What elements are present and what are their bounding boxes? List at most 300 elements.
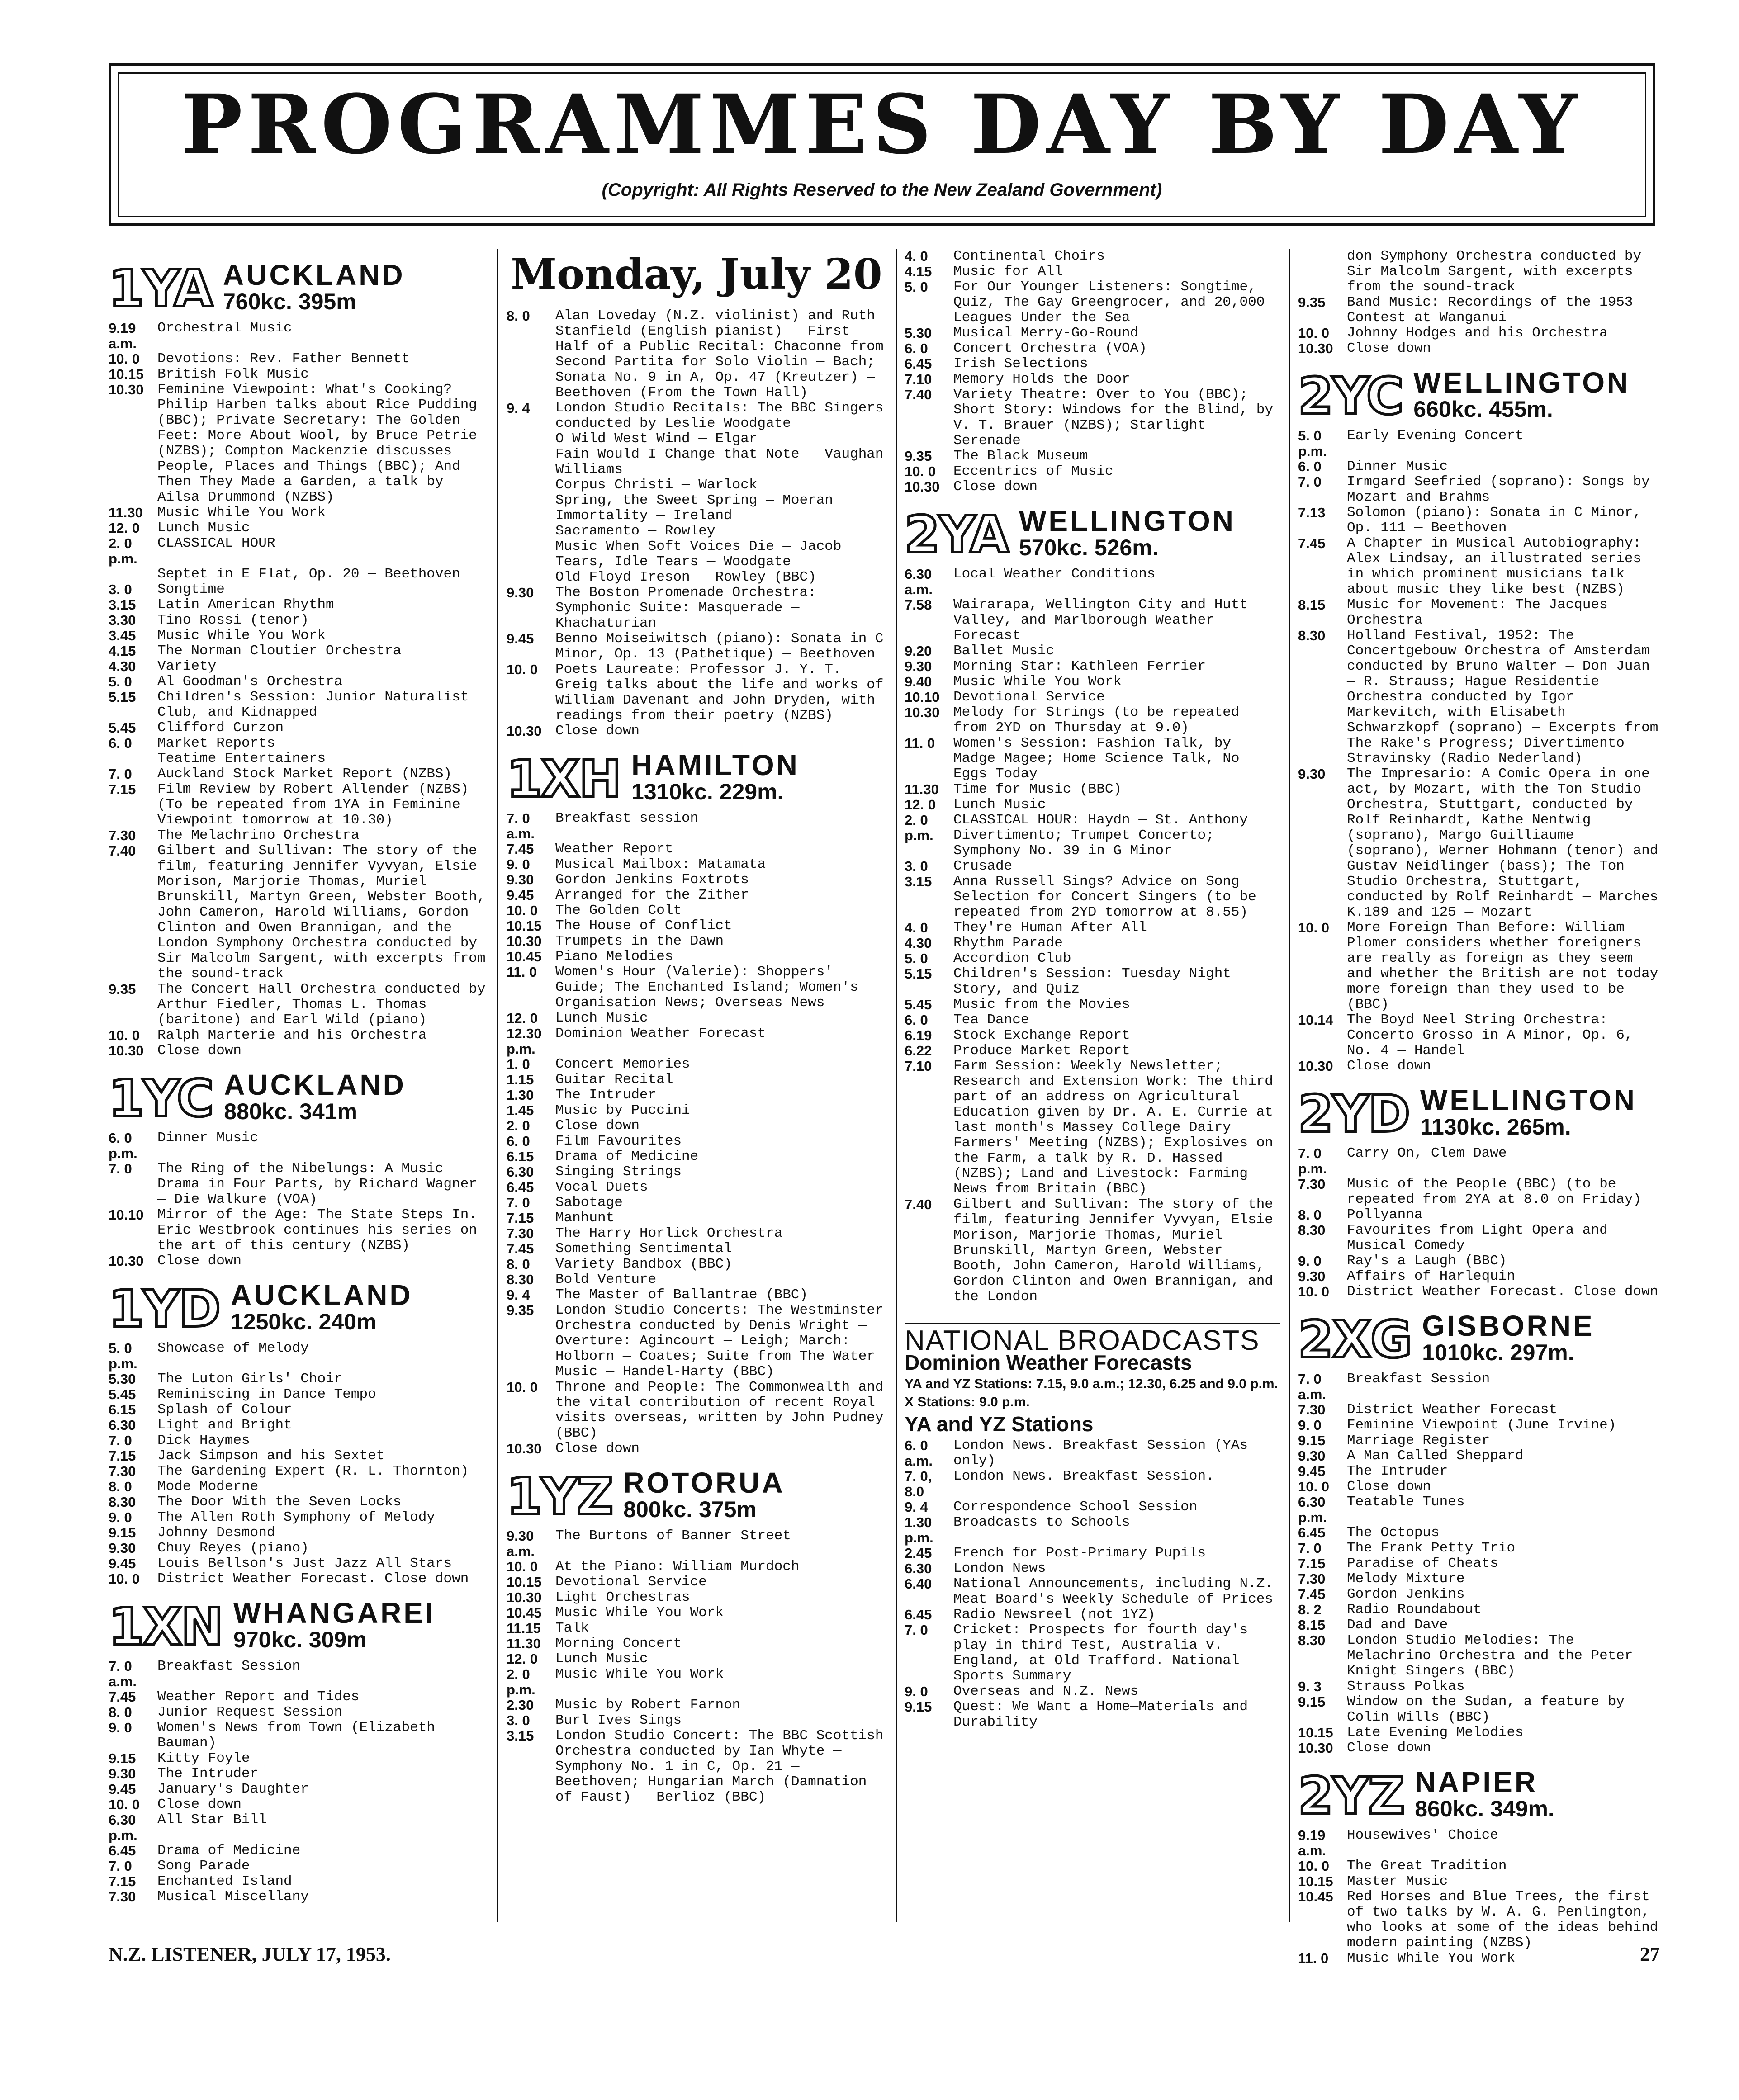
programme-title: Strauss Polkas	[1347, 1679, 1465, 1694]
programme-title: Close down	[157, 1797, 242, 1812]
programme-time: 8. 0	[507, 308, 530, 324]
programme-time: 7.15	[109, 781, 136, 797]
programme-time: 10.30	[507, 1441, 542, 1457]
programme-entry	[905, 659, 1280, 674]
programme-entry	[1298, 1284, 1660, 1300]
programme-time: 3. 0	[109, 582, 132, 597]
programme-entry	[905, 705, 1280, 736]
programme-title: The Harry Horlick Orchestra	[555, 1225, 783, 1241]
programme-time: 5.15	[109, 689, 136, 705]
programme-time: 5. 0	[905, 279, 928, 295]
programme-title: Showcase of Melody	[157, 1340, 309, 1356]
programme-entry	[109, 1571, 488, 1587]
programme-entry	[109, 843, 488, 982]
programme-title: Dad and Dave	[1347, 1617, 1448, 1633]
programme-entry	[109, 1541, 488, 1556]
programme-entry	[109, 582, 488, 597]
programme-title: The Great Tradition	[1347, 1858, 1507, 1874]
programme-time: 6.45	[1298, 1525, 1326, 1541]
programme-entry	[1298, 1418, 1660, 1433]
station-1ya	[109, 260, 488, 1059]
programme-time: 7.30	[109, 828, 136, 843]
programme-title: Orchestral Music	[157, 320, 292, 336]
programme-title: Burl Ives Sings	[555, 1712, 682, 1728]
station-info	[233, 1599, 436, 1652]
programme-time: 9.45	[109, 1556, 136, 1571]
copyright-notice: (Copyright: All Rights Reserved to the New Zealand Government)	[602, 180, 1162, 200]
programme-time: 2. 0 p.m.	[507, 1666, 535, 1698]
programme-entry	[109, 1372, 488, 1387]
programme-title: Irmgard Seefried (soprano): Songs by Mozart and Brahms	[1347, 474, 1650, 505]
station-call-sign: 1YZ	[507, 1467, 613, 1526]
programme-title: Red Horses and Blue Trees, the first of two talks by W. A. G. Penlington, who looks at some of the ideas behind modern painting (NZBS)	[1347, 1889, 1658, 1951]
programme-entry	[905, 920, 1280, 936]
programme-time: 3. 0	[507, 1712, 530, 1728]
programme-title: Devotional Service	[953, 689, 1105, 705]
programme-title: Holland Festival, 1952: The Concertgebouw Orchestra of Amsterdam conducted by Bruno Walter — Don Juan — R. Strauss; Hague Residentie Orchestra conducted by Igor Markevitch, with Elisabeth Schwarzkopf (soprano) — Excerpts from The Rake's Progress; Divertimento — Stravinsky (Radio Nederland)	[1347, 628, 1658, 766]
programme-entry	[507, 524, 886, 539]
programme-entry	[1298, 920, 1660, 1012]
programme-time: 7.15	[507, 1210, 534, 1226]
station-2yd	[1298, 1086, 1660, 1300]
programme-title: CLASSICAL HOUR: Haydn — St. Anthony Divertimento; Trumpet Concerto; Symphony No. 39 in G Minor	[953, 812, 1248, 859]
programme-time: 9. 0	[109, 1720, 132, 1736]
programme-title: Marriage Register	[1347, 1433, 1490, 1448]
programme-entry	[109, 659, 488, 674]
station-1ya-continued	[507, 308, 886, 739]
programme-title: Tino Rossi (tenor)	[157, 612, 309, 628]
programme-title: Eccentrics of Music	[953, 464, 1114, 479]
programme-time: 5.30	[109, 1371, 136, 1387]
programme-title: The Concert Hall Orchestra conducted by Arthur Fiedler, Thomas L. Thomas (baritone) and Earl Wild (piano)	[157, 981, 486, 1028]
programme-entry	[507, 872, 886, 888]
programme-time: 6. 0	[905, 341, 928, 356]
programme-time: 2. 0 p.m.	[905, 812, 933, 843]
programme-time: 10.30	[1298, 341, 1333, 356]
station-city: AUCKLAND	[231, 1279, 413, 1311]
programme-title: Morning Star: Kathleen Ferrier	[953, 658, 1206, 674]
programme-time: 6. 0	[905, 1012, 928, 1028]
programme-entry	[905, 567, 1280, 597]
programme-title: The Octopus	[1347, 1525, 1440, 1541]
programme-entry	[1298, 1177, 1660, 1207]
station-2yz	[1298, 1768, 1660, 1966]
programme-title: Ray's a Laugh (BBC)	[1347, 1253, 1507, 1269]
programme-time: 6. 0	[109, 735, 132, 751]
programme-entry	[1298, 1694, 1660, 1725]
programme-time: 4.30	[109, 658, 136, 674]
programme-title: Junior Request Session	[157, 1704, 343, 1720]
programme-title: Corpus Christi — Warlock	[555, 477, 758, 493]
programme-time	[507, 539, 555, 554]
programme-time: 9.19 a.m.	[1298, 1827, 1327, 1859]
programme-entry	[109, 1525, 488, 1541]
programme-entry	[109, 1495, 488, 1510]
programme-title: Overseas and N.Z. News	[953, 1684, 1139, 1699]
programme-title: Drama of Medicine	[555, 1149, 699, 1164]
programme-time: 10. 0	[905, 464, 936, 479]
programme-time: 10.15	[1298, 1873, 1333, 1889]
programme-title: For Our Younger Listeners: Songtime, Quiz, The Gay Greengrocer, and 20,000 Leagues Under the Sea	[953, 279, 1265, 326]
programme-time: 7.30	[1298, 1402, 1326, 1418]
programme-title: Carry On, Clem Dawe	[1347, 1145, 1507, 1161]
programme-time: 10. 0	[1298, 920, 1329, 936]
station-call-sign: 1XN	[109, 1598, 223, 1656]
programme-title: District Weather Forecast. Close down	[157, 1571, 469, 1587]
programme-time: 6.30	[507, 1164, 534, 1180]
programme-time: 12. 0	[109, 520, 140, 536]
station-1yc	[109, 1070, 488, 1269]
programme-time: 10.15	[1298, 1725, 1333, 1741]
station-2xg	[1298, 1311, 1660, 1756]
programme-entry	[507, 1072, 886, 1088]
programme-entry	[507, 1026, 886, 1057]
station-city: WELLINGTON	[1413, 366, 1630, 399]
programme-entry	[507, 1241, 886, 1257]
station-call-sign: 1XH	[507, 750, 621, 809]
programme-time	[507, 570, 555, 585]
programme-time: 2. 0 p.m.	[109, 535, 137, 567]
programme-time: 3. 0	[905, 858, 928, 874]
programme-entry	[1298, 1464, 1660, 1479]
programme-entry	[905, 372, 1280, 387]
programme-time: 9. 0	[507, 856, 530, 872]
programme-entry	[905, 279, 1280, 326]
programme-title: Music While You Work	[157, 505, 326, 520]
station-city: ROTORUA	[623, 1466, 785, 1499]
programme-entry	[1298, 1556, 1660, 1571]
programme-time: 8. 0	[1298, 1207, 1322, 1223]
programme-time: 8.15	[1298, 1617, 1326, 1633]
programme-title: Song Parade	[157, 1858, 250, 1874]
programme-time: 9. 0	[1298, 1417, 1322, 1433]
programme-time: 9.30	[507, 872, 534, 888]
programme-entry	[905, 1622, 1280, 1684]
page-number: 27	[1640, 1943, 1660, 1965]
programme-entry	[109, 720, 488, 736]
programme-entry	[109, 321, 488, 351]
programme-entry	[109, 1464, 488, 1479]
programme-entry	[905, 387, 1280, 449]
page-title: PROGRAMMES DAY BY DAY	[181, 77, 1583, 172]
programme-title: Splash of Colour	[157, 1402, 292, 1418]
programme-entry	[507, 934, 886, 949]
programme-time: 12.30 p.m.	[507, 1026, 542, 1057]
station-header	[507, 749, 886, 809]
programme-title: Bold Venture	[555, 1272, 657, 1287]
programme-title: Louis Bellson's Just Jazz All Stars	[157, 1556, 452, 1571]
programme-time: 6.30 p.m.	[1298, 1494, 1327, 1525]
programme-entry	[507, 431, 886, 447]
programme-title: Mirror of the Age: The State Steps In. Eric Westbrook continues his series on the art of this century (NZBS)	[157, 1207, 477, 1253]
page-footer	[109, 1943, 1660, 1966]
programme-time: 6.30 a.m.	[905, 566, 933, 597]
programme-time: 4.30	[905, 935, 932, 951]
programme-time: 7. 0	[905, 1622, 928, 1638]
station-info	[1413, 368, 1630, 422]
station-city: WELLINGTON	[1420, 1084, 1637, 1116]
programme-title: Close down	[555, 1441, 640, 1457]
programme-title: Music for Movement: The Jacques Orchestra	[1347, 597, 1608, 628]
programme-time: 10. 0	[1298, 1858, 1329, 1874]
programme-title: Music of the People (BBC) (to be repeated from 2YA at 8.0 on Friday)	[1347, 1176, 1642, 1207]
programme-title: Crusade	[953, 858, 1013, 874]
station-call-sign: 1YA	[109, 260, 212, 318]
programme-time: 5.45	[109, 720, 136, 736]
programme-entry	[905, 936, 1280, 951]
programme-entry	[1298, 1253, 1660, 1269]
programme-title: Light Orchestras	[555, 1589, 690, 1605]
programme-time: 3.15	[507, 1728, 534, 1744]
programme-entry	[507, 1380, 886, 1441]
programme-time: 8.30	[507, 1272, 534, 1287]
programme-title: Musical Merry-Go-Round	[953, 325, 1139, 341]
programme-title: Late Evening Melodies	[1347, 1725, 1524, 1741]
programme-title: Close down	[1347, 1479, 1431, 1495]
programme-time: 7. 0	[109, 766, 132, 782]
programme-title: Tears, Idle Tears — Woodgate	[555, 554, 791, 570]
programme-entry	[507, 1211, 886, 1226]
programme-time	[1298, 249, 1347, 295]
programme-time: 10. 0	[507, 1559, 538, 1575]
programme-title: Piano Melodies	[555, 949, 673, 965]
programme-title: Lunch Music	[555, 1010, 648, 1026]
programme-entry	[1298, 1741, 1660, 1756]
programme-title: Close down	[555, 1118, 640, 1134]
programme-entry	[507, 1226, 886, 1241]
station-2ya	[905, 506, 1280, 1305]
programme-time: 1.45	[507, 1102, 534, 1118]
programme-title: Market Reports	[157, 735, 275, 751]
programme-entry	[507, 401, 886, 431]
programme-entry	[1298, 1269, 1660, 1284]
programme-time: 6. 0 p.m.	[109, 1130, 137, 1161]
programme-time: 11. 0	[905, 735, 935, 751]
station-city: HAMILTON	[631, 749, 800, 781]
programme-title: At the Piano: William Murdoch	[555, 1559, 800, 1575]
programme-time	[507, 447, 555, 478]
station-1xh	[507, 751, 886, 1457]
programme-title: Johnny Desmond	[157, 1525, 275, 1541]
programme-time: 7.45	[1298, 535, 1326, 551]
programme-title: O Wild West Wind — Elgar	[555, 431, 758, 447]
programme-time: 9.30	[905, 658, 932, 674]
programme-time: 4. 0	[905, 920, 928, 936]
programme-entry	[905, 736, 1280, 782]
programme-title: The Ring of the Nibelungs: A Music Drama in Four Parts, by Richard Wagner — Die Walkure (VOA)	[157, 1161, 477, 1207]
programme-time: 9.30	[507, 585, 534, 601]
programme-time: 7.13	[1298, 505, 1326, 520]
station-info	[1420, 1086, 1637, 1140]
programme-time: 10. 0	[109, 1797, 140, 1812]
station-frequency: 1310kc. 229m.	[631, 779, 784, 804]
programme-title: Wairarapa, Wellington City and Hutt Valley, and Marlborough Weather Forecast	[953, 597, 1248, 643]
programme-time: 7.45	[507, 841, 534, 857]
programme-title: Time for Music (BBC)	[953, 781, 1122, 797]
programme-title: The Intruder	[157, 1766, 259, 1782]
programme-title: The Luton Girls' Choir	[157, 1371, 343, 1387]
programme-entry	[109, 736, 488, 751]
programme-entry	[109, 1043, 488, 1059]
programme-entry	[109, 674, 488, 690]
station-info	[623, 1468, 785, 1522]
programme-title: London Studio Concerts: The Westminster Orchestra conducted by Denis Wright — Overture: Agincourt — Leigh; March: Holborn — Coates; Suite from The Water Music — Handel-Harty (BBC)	[555, 1302, 884, 1380]
programme-time	[507, 431, 555, 447]
station-city: WELLINGTON	[1019, 505, 1236, 537]
programme-time: 10.45	[507, 1605, 542, 1621]
programme-title: Close down	[555, 723, 640, 739]
station-header	[905, 505, 1280, 564]
programme-entry	[905, 1043, 1280, 1059]
programme-entry	[109, 1510, 488, 1525]
programme-title: Teatime Entertainers	[157, 751, 326, 766]
station-header	[1298, 1766, 1660, 1826]
programme-title: Gilbert and Sullivan: The story of the film, featuring Jennifer Vyvyan, Elsie Morison, Marjorie Thomas, Muriel Brunskill, Martyn Green, Webster Booth, John Cameron, Harold Williams, Gordon Clinton and Owen Brannigan, and the London Symphony Orchestra conducted by Sir Malcolm Sargent, with excerpts from the sound-track	[157, 843, 486, 982]
station-header	[109, 1597, 488, 1656]
programme-title: Auckland Stock Market Report (NZBS)	[157, 766, 452, 782]
programme-title: Close down	[953, 479, 1038, 495]
programme-entry	[109, 1782, 488, 1797]
programme-time: 6.45	[905, 356, 932, 372]
programme-time: 9.30	[1298, 1268, 1326, 1284]
programme-title: Clifford Curzon	[157, 720, 284, 736]
station-1xn	[109, 1599, 488, 1905]
programme-title: Concert Orchestra (VOA)	[953, 341, 1147, 356]
programme-time: 7.30	[1298, 1571, 1326, 1587]
programme-time: 6.45	[507, 1179, 534, 1195]
programme-title: Lunch Music	[555, 1651, 648, 1667]
station-frequency: 760kc. 395m	[223, 289, 356, 314]
programme-title: Close down	[1347, 1058, 1431, 1074]
station-header	[1298, 366, 1660, 426]
programme-title: Solomon (piano): Sonata in C Minor, Op. 111 — Beethoven	[1347, 505, 1642, 536]
programme-time: 1.15	[507, 1072, 534, 1088]
programme-time	[507, 554, 555, 570]
programme-title: Musical Mailbox: Matamata	[555, 856, 766, 872]
programme-entry	[905, 1546, 1280, 1561]
programme-entry	[905, 797, 1280, 813]
programme-title: Music from the Movies	[953, 997, 1130, 1012]
programme-time: 10. 0	[507, 903, 538, 918]
programme-title: Broadcasts to Schools	[953, 1514, 1130, 1530]
programme-entry	[109, 520, 488, 536]
programme-entry	[1298, 1587, 1660, 1602]
programme-title: Close down	[1347, 341, 1431, 356]
programme-entry	[109, 1433, 488, 1448]
programme-title: Chuy Reyes (piano)	[157, 1540, 309, 1556]
programme-time: 10.30	[905, 705, 940, 720]
column-rule	[497, 249, 498, 1922]
programme-entry	[1298, 1633, 1660, 1679]
programme-time: 5. 0	[905, 951, 928, 966]
programme-entry	[109, 1859, 488, 1874]
programme-entry	[1298, 1012, 1660, 1059]
programme-time: 6.30	[905, 1561, 932, 1576]
programme-title: don Symphony Orchestra conducted by Sir Malcolm Sargent, with excerpts from the sound-track	[1347, 248, 1642, 295]
programme-title: Variety Theatre: Over to You (BBC); Short Story: Windows for the Blind, by V. T. Brauer (NZBS); Starlight Serenade	[953, 387, 1273, 449]
programme-entry	[507, 1528, 886, 1559]
programme-title: Early Evening Concert	[1347, 428, 1524, 444]
programme-time: 7.45	[109, 1689, 136, 1705]
programme-entry	[507, 1559, 886, 1575]
programme-entry	[1298, 341, 1660, 356]
programme-entry	[1298, 1541, 1660, 1556]
programme-time: 9.19 a.m.	[109, 320, 137, 351]
programme-entry	[905, 1059, 1280, 1197]
column-1	[109, 249, 488, 1913]
programme-time: 8.30	[1298, 1222, 1326, 1238]
programme-entry	[507, 949, 886, 965]
programme-title: Musical Miscellany	[157, 1889, 309, 1905]
station-1yz-continued	[905, 249, 1280, 495]
programme-time: 8. 2	[1298, 1602, 1322, 1618]
programme-time: 9.15	[109, 1750, 136, 1766]
programme-entry	[905, 1438, 1280, 1469]
station-city: WHANGAREI	[233, 1597, 436, 1629]
programme-time: 5.30	[905, 325, 932, 341]
programme-time: 10. 0	[109, 1027, 140, 1043]
programme-time: 9.30 a.m.	[507, 1528, 535, 1559]
programme-entry	[905, 264, 1280, 279]
programme-title: Poets Laureate: Professor J. Y. T. Greig talks about the life and works of William Davenant and John Dryden, with readings from their poetry (NZBS)	[555, 662, 884, 724]
station-header	[507, 1466, 886, 1526]
programme-time: 5.45	[905, 997, 932, 1012]
station-call-sign: 2YA	[905, 506, 1008, 564]
programme-title: Accordion Club	[953, 951, 1071, 966]
programme-time: 7.30	[109, 1889, 136, 1905]
programme-title: Gordon Jenkins	[1347, 1586, 1465, 1602]
programme-title: Lunch Music	[157, 520, 250, 536]
programme-title: British Folk Music	[157, 366, 309, 382]
programme-title: More Foreign Than Before: William Plomer considers whether foreigners are really as foreign as they seem and whether the British are not today more foreign than they used to be (BBC)	[1347, 920, 1658, 1012]
programme-time: 10.15	[109, 366, 144, 382]
programme-entry	[109, 1874, 488, 1889]
programme-time: 10.30	[109, 1043, 144, 1059]
programme-entry	[109, 628, 488, 643]
programme-entry	[507, 570, 886, 585]
programme-entry	[109, 1705, 488, 1720]
programme-title: The Melachrino Orchestra	[157, 828, 360, 843]
ya-yz-heading: YA and YZ Stations	[905, 1412, 1094, 1436]
programme-time: 10. 0	[507, 1379, 538, 1395]
programme-entry	[1298, 597, 1660, 628]
programme-time: 9.45	[109, 1781, 136, 1797]
station-frequency: 570kc. 526m.	[1019, 535, 1159, 560]
programme-entry	[1298, 295, 1660, 326]
programme-entry	[507, 1667, 886, 1698]
programme-entry	[507, 1698, 886, 1713]
programme-title: Music While You Work	[953, 674, 1122, 690]
programme-time: 6.22	[905, 1043, 932, 1059]
programme-entry	[1298, 536, 1660, 597]
programme-time: 12. 0	[905, 797, 936, 813]
programme-time: 6. 0	[1298, 459, 1322, 474]
programme-time: 9. 4	[507, 1287, 530, 1303]
programme-time: 9.15	[1298, 1433, 1326, 1448]
programme-entry	[905, 1469, 1280, 1499]
programme-entry	[905, 782, 1280, 797]
programme-entry	[905, 1576, 1280, 1607]
programme-time: 9.15	[109, 1525, 136, 1541]
programme-entry	[109, 782, 488, 828]
programme-time: 11.30	[905, 781, 939, 797]
programme-time	[507, 493, 555, 508]
programme-title: The Boston Promenade Orchestra: Symphonic Suite: Masquerade — Khachaturian	[555, 585, 816, 631]
programme-title: The Boyd Neel String Orchestra: Concerto Grosso in A Minor, Op. 6, No. 4 — Handel	[1347, 1012, 1633, 1059]
programme-title: The Impresario: A Comic Opera in one act, by Mozart, with the Ton Studio Orchestra, Stuttgart, conducted by Rolf Reinhardt, Kathe Nentwig (soprano), Margo Guilliaume (soprano), Werner Hohmann (tenor) and Gustav Neidlinger (bass); The Ton Studio Orchestra, Stuttgart, conducted by Rolf Reinhardt — Marches K.189 and 125 — Mozart	[1347, 766, 1658, 920]
station-city: AUCKLAND	[224, 1069, 406, 1101]
day-heading: Monday, July 20	[511, 250, 882, 298]
